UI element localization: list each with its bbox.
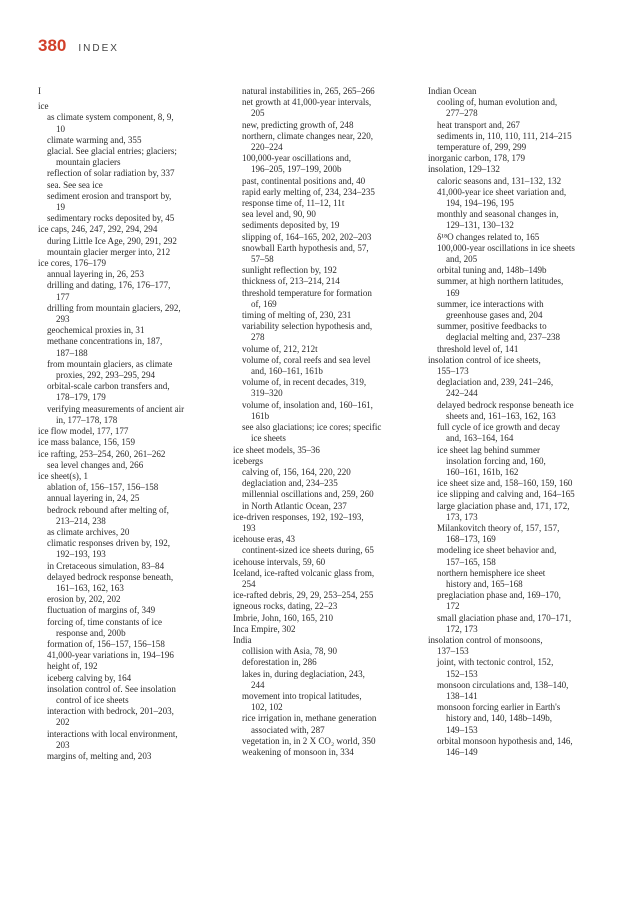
index-subentry: sea level changes and, 266 — [47, 459, 144, 470]
index-subentry: heat transport and, 267 — [437, 119, 520, 130]
index-subentry: caloric seasons and, 131–132, 132 — [437, 175, 562, 186]
index-entry: insolation control of ice sheets, 155–173 — [428, 354, 541, 377]
index-subentry: margins of, melting and, 203 — [47, 750, 152, 761]
index-subentry: 41,000-year variations in, 194–196 — [47, 650, 174, 661]
index-entry: Iceland, ice-rafted volcanic glass from, 254 — [233, 567, 375, 589]
index-entry: Imbrie, John, 160, 165, 210 — [233, 612, 334, 623]
index-subentry: sediments deposited by, 19 — [242, 220, 340, 231]
index-entry: icebergs — [233, 455, 263, 466]
index-subentry: snowball Earth hypothesis and, 57, 57–58 — [242, 242, 369, 265]
index-subentry: see also glaciations; ice cores; specific ice sheets — [242, 422, 382, 444]
index-subentry: ice sheet lag behind summer insolation forcing and, 160, 160–161, 161b, 162 — [437, 444, 546, 477]
index-subentry: threshold temperature for formation of, 169 — [242, 287, 372, 309]
index-subentry: temperature of, 299, 299 — [437, 142, 527, 153]
index-subentry: deglaciation and, 234–235 — [242, 478, 338, 489]
index-subentry: annual layering in, 24, 25 — [47, 493, 140, 504]
index-subentry: natural instabilities in, 265, 265–266 — [242, 86, 375, 96]
index-subentry: sea. See sea ice — [47, 179, 103, 190]
index-subentry: drilling from mountain glaciers, 292, 293 — [47, 302, 181, 325]
index-subentry: rice irrigation in, methane generation associated with, 287 — [242, 713, 377, 735]
index-entry: icehouse eras, 43 — [233, 534, 296, 545]
index-subentry: deforestation in, 286 — [242, 657, 317, 668]
index-columns — [38, 86, 610, 762]
index-subentry: climatic responses driven by, 192, 192–193, 193 — [47, 538, 171, 560]
index-subentry: full cycle of ice growth and decay and, 163–164, 164 — [437, 422, 561, 444]
index-subentry: forcing of, time constants of ice response and, 200b — [47, 616, 163, 638]
index-subentry: summer, at high northern latitudes, 169 — [437, 276, 564, 298]
index-subentry: height of, 192 — [47, 661, 98, 672]
index-column-2 — [233, 86, 414, 762]
index-entry: Indian Ocean — [428, 86, 477, 96]
index-subentry: northern hemisphere ice sheet history and, 165–168 — [437, 567, 546, 589]
index-subentry: joint, with tectonic control, 152, 152–153 — [437, 657, 554, 679]
index-subentry: response time of, 11–12, 11t — [242, 198, 345, 209]
index-subentry: delayed bedrock response beneath, 161–163, 162, 163 — [47, 571, 174, 593]
page-header — [38, 36, 119, 56]
index-subentry: past, continental positions and, 40 — [242, 175, 366, 186]
index-subentry: timing of melting of, 230, 231 — [242, 310, 352, 321]
index-subentry: rapid early melting of, 234, 234–235 — [242, 186, 375, 197]
index-subentry: formation of, 156–157, 156–158 — [47, 638, 165, 649]
index-entry: I — [38, 86, 42, 96]
index-subentry: 41,000-year ice sheet variation and, 194, 194–196, 195 — [437, 186, 567, 209]
index-subentry: glacial. See glacial entries; glaciers; mountain glaciers — [47, 146, 177, 168]
index-column-3 — [428, 86, 609, 762]
index-subentry: volume of, insolation and, 160–161, 161b — [242, 399, 373, 421]
index-subentry: net growth at 41,000-year intervals, 205 — [242, 97, 372, 119]
index-subentry: lakes in, during deglaciation, 243, 244 — [242, 668, 365, 690]
index-subentry: volume of, coral reefs and sea level and, 160–161, 161b — [242, 354, 371, 377]
index-subentry: as climate system component, 8, 9, 10 — [47, 112, 174, 134]
index-subentry: erosion by, 202, 202 — [47, 594, 121, 605]
index-subentry: in North Atlantic Ocean, 237 — [242, 500, 347, 511]
index-subentry: sediment erosion and transport by, 19 — [47, 190, 172, 213]
index-subentry: cooling of, human evolution and, 277–278 — [437, 97, 558, 119]
index-subentry: variability selection hypothesis and, 278 — [242, 321, 373, 343]
index-column-1 — [38, 86, 219, 762]
index-subentry: orbital tuning and, 148b–149b — [437, 265, 547, 276]
index-subentry: ablation of, 156–157, 156–158 — [47, 482, 159, 493]
index-subentry: new, predicting growth of, 248 — [242, 119, 354, 130]
index-entry: insolation, 129–132 — [428, 164, 500, 175]
index-subentry: millennial oscillations and, 259, 260 — [242, 489, 374, 500]
index-subentry: interaction with bedrock, 201–203, 202 — [47, 706, 174, 728]
index-subentry: as climate archives, 20 — [47, 526, 130, 537]
index-subentry: thickness of, 213–214, 214 — [242, 276, 340, 287]
index-subentry: movement into tropical latitudes, 102, 102 — [242, 690, 362, 713]
index-entry: ice sheet models, 35–36 — [233, 444, 320, 455]
index-subentry: δ¹⁸O changes related to, 165 — [437, 231, 540, 242]
index-entry: ice caps, 246, 247, 292, 294, 294 — [38, 224, 158, 235]
index-subentry: monsoon circulations and, 138–140, 138–141 — [437, 679, 569, 701]
index-subentry: summer, ice interactions with greenhouse gases and, 204 — [437, 298, 544, 321]
index-entry: ice flow model, 177, 177 — [38, 426, 129, 437]
index-subentry: vegetation in, in 2 X CO₂ world, 350 — [242, 735, 376, 746]
index-subentry: Milankovitch theory of, 157, 157, 168–173, 169 — [437, 522, 560, 545]
index-subentry: sea level and, 90, 90 — [242, 209, 316, 220]
index-subentry: continent-sized ice sheets during, 65 — [242, 545, 374, 556]
index-entry: India — [233, 634, 252, 645]
index-subentry: collision with Asia, 78, 90 — [242, 646, 337, 657]
index-entry: ice — [38, 101, 49, 112]
index-subentry: geochemical proxies in, 31 — [47, 325, 145, 336]
index-subentry: insolation control of. See insolation control of ice sheets — [47, 683, 176, 705]
index-subentry: sedimentary rocks deposited by, 45 — [47, 213, 175, 224]
index-subentry: interactions with local environment, 203 — [47, 728, 178, 750]
index-entry: ice cores, 176–179 — [38, 258, 107, 269]
index-subentry: sunlight reflection by, 192 — [242, 265, 337, 276]
index-entry: ice-rafted debris, 29, 29, 253–254, 255 — [233, 590, 374, 601]
index-subentry: delayed bedrock response beneath ice sheets and, 161–163, 162, 163 — [437, 399, 574, 421]
index-subentry: drilling and dating, 176, 176–177, 177 — [47, 280, 171, 302]
index-entry: ice rafting, 253–254, 260, 261–262 — [38, 448, 166, 459]
index-subentry: ice sheet size and, 158–160, 159, 160 — [437, 478, 573, 489]
index-subentry: from mountain glaciers, as climate proxies, 292, 293–295, 294 — [47, 358, 173, 381]
index-subentry: volume of, in recent decades, 319, 319–320 — [242, 377, 367, 399]
index-subentry: modeling ice sheet behavior and, 157–165, 158 — [437, 545, 557, 567]
index-subentry: preglaciation phase and, 169–170, 172 — [437, 590, 561, 612]
index-subentry: calving of, 156, 164, 220, 220 — [242, 466, 351, 477]
index-entry: insolation control of monsoons, 137–153 — [428, 634, 543, 657]
index-subentry: annual layering in, 26, 253 — [47, 269, 144, 280]
index-subentry: volume of, 212, 212t — [242, 343, 318, 354]
index-subentry: threshold level of, 141 — [437, 343, 519, 354]
index-subentry: sediments in, 110, 110, 111, 214–215 — [437, 130, 572, 141]
index-subentry: during Little Ice Age, 290, 291, 292 — [47, 235, 177, 246]
index-subentry: orbital monsoon hypothesis and, 146, 146–149 — [437, 735, 573, 757]
page-number: 380 — [38, 36, 67, 55]
index-entry: inorganic carbon, 178, 179 — [428, 153, 526, 164]
index-subentry: monsoon forcing earlier in Earth's history and, 140, 148b–149b, 149–153 — [437, 702, 561, 735]
index-subentry: weakening of monsoon in, 334 — [242, 746, 354, 757]
index-subentry: orbital-scale carbon transfers and, 178–179, 179 — [47, 381, 170, 403]
index-subentry: bedrock rebound after melting of, 213–214, 238 — [47, 504, 169, 526]
index-subentry: methane concentrations in, 187, 187–188 — [47, 336, 163, 358]
index-subentry: mountain glacier merger into, 212 — [47, 246, 171, 257]
index-subentry: 100,000-year oscillations and, 196–205, 197–199, 200b — [242, 153, 352, 175]
index-entry: icehouse intervals, 59, 60 — [233, 556, 326, 567]
index-subentry: deglaciation and, 239, 241–246, 242–244 — [437, 377, 554, 399]
index-subentry: summer, positive feedbacks to deglacial melting and, 237–238 — [437, 321, 561, 343]
index-entry: ice-driven responses, 192, 192–193, 193 — [233, 511, 364, 533]
index-subentry: northern, climate changes near, 220, 220–224 — [242, 130, 374, 153]
index-subentry: reflection of solar radiation by, 337 — [47, 168, 175, 179]
index-subentry: monthly and seasonal changes in, 129–131, 130–132 — [437, 209, 559, 231]
index-subentry: iceberg calving by, 164 — [47, 672, 132, 683]
index-subentry: in Cretaceous simulation, 83–84 — [47, 560, 165, 571]
index-subentry: large glaciation phase and, 171, 172, 173, 173 — [437, 500, 570, 522]
index-subentry: ice slipping and calving and, 164–165 — [437, 489, 575, 500]
index-entry: ice mass balance, 156, 159 — [38, 437, 135, 448]
index-subentry: small glaciation phase and, 170–171, 172, 173 — [437, 612, 572, 634]
index-subentry: slipping of, 164–165, 202, 202–203 — [242, 231, 372, 242]
index-entry: ice sheet(s), 1 — [38, 470, 88, 481]
index-subentry: 100,000-year oscillations in ice sheets and, 205 — [437, 242, 575, 265]
index-subentry: verifying measurements of ancient air in, 177–178, 178 — [47, 403, 185, 425]
index-subentry: fluctuation of margins of, 349 — [47, 605, 156, 616]
index-subentry: climate warming and, 355 — [47, 134, 142, 145]
index-entry: igneous rocks, dating, 22–23 — [233, 601, 338, 612]
index-entry: Inca Empire, 302 — [233, 623, 296, 634]
running-head: INDEX — [78, 43, 119, 54]
